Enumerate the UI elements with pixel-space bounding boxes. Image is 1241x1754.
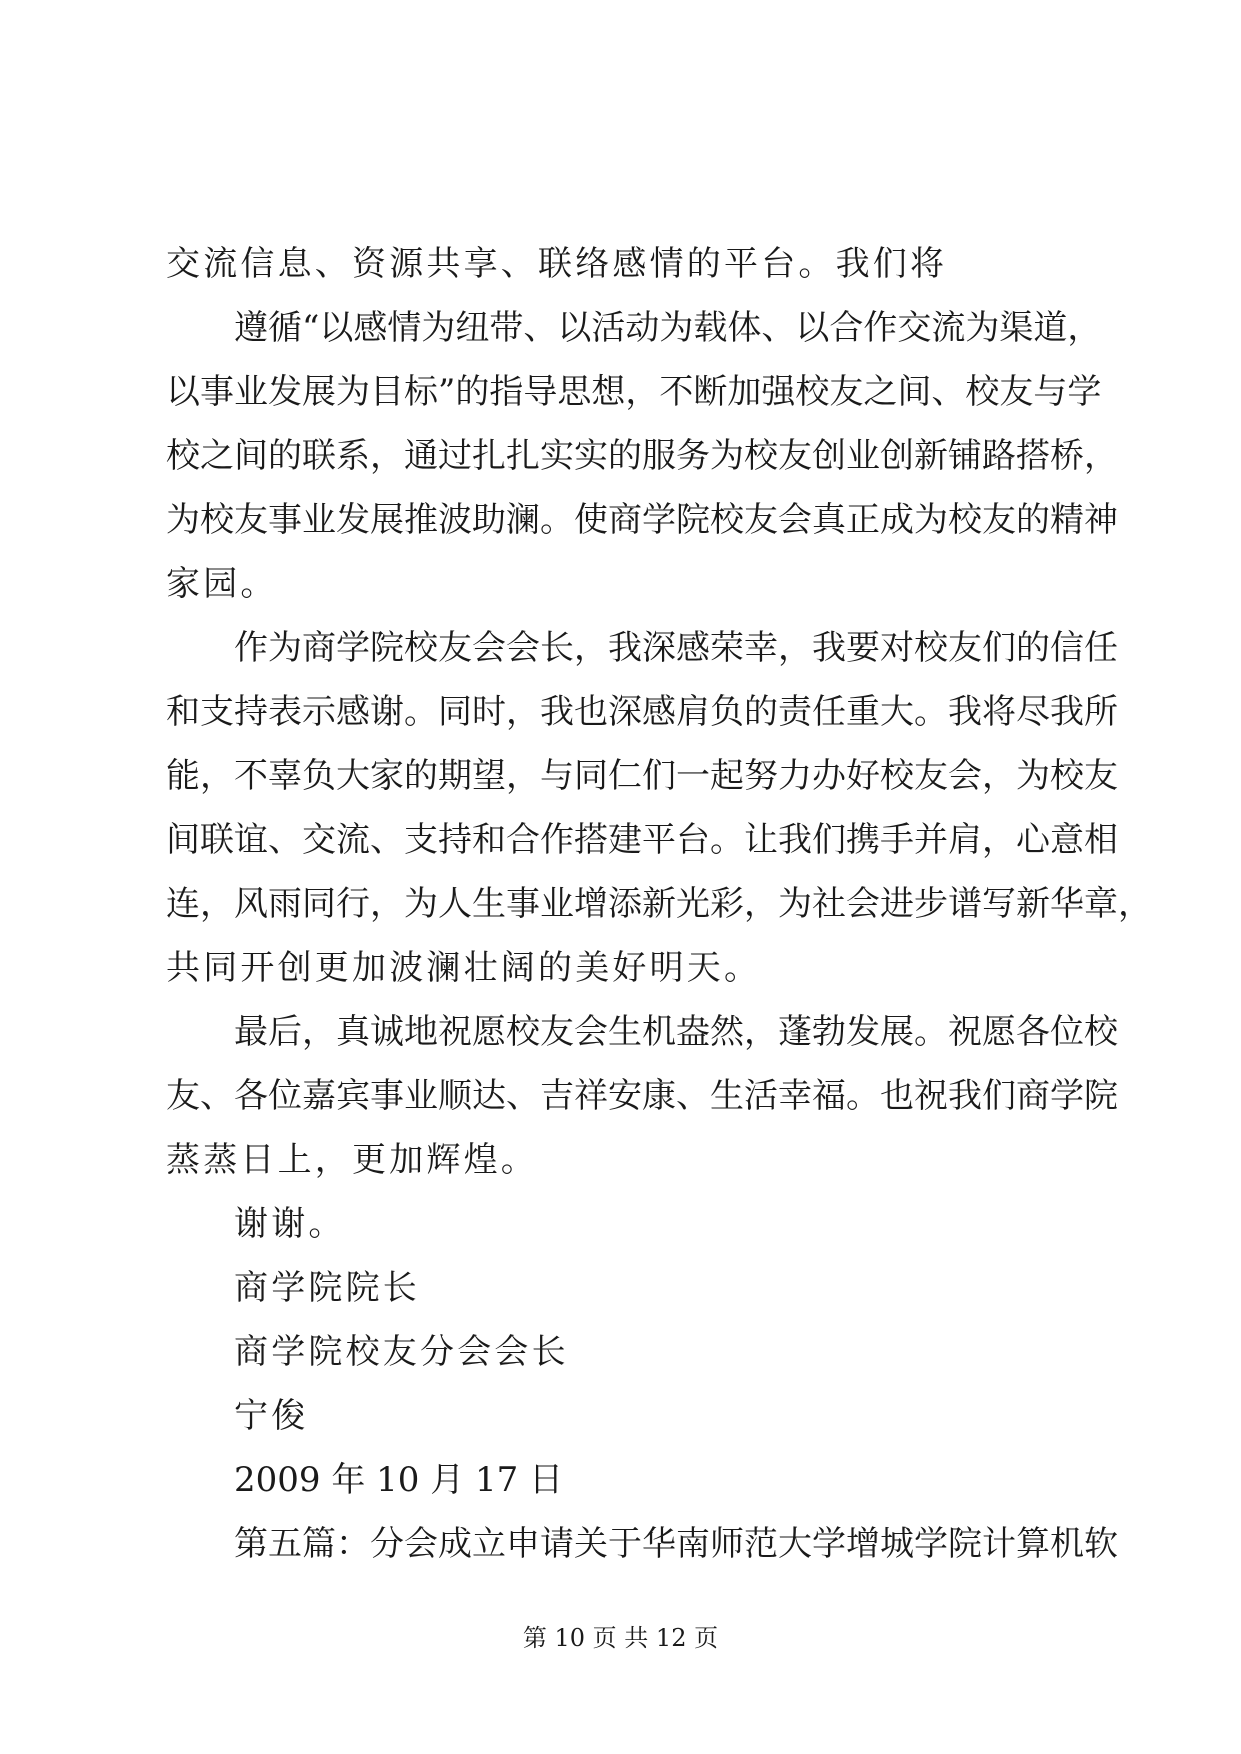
section-heading: 第五篇：分会成立申请关于华南师范大学增城学院计算机软 [234, 1524, 1118, 1564]
signature-date: 2009 年 10 月 17 日 [234, 1460, 564, 1500]
text-line: 遵循“以感情为纽带、以活动为载体、以合作交流为渠道， [234, 308, 1102, 348]
text-line: 和支持表示感谢。同时，我也深感肩负的责任重大。我将尽我所 [166, 692, 1118, 732]
text-line: 共同开创更加波澜壮阔的美好明天。 [166, 948, 762, 988]
text-line: 谢谢。 [234, 1204, 346, 1244]
text-line: 最后，真诚地祝愿校友会生机盎然，蓬勃发展。祝愿各位校 [234, 1012, 1118, 1052]
text-line: 商学院校友分会会长 [234, 1332, 569, 1372]
text-line: 作为商学院校友会会长，我深感荣幸，我要对校友们的信任 [234, 628, 1118, 668]
text-line: 交流信息、资源共享、联络感情的平台。我们将 [166, 244, 948, 284]
text-line: 为校友事业发展推波助澜。使商学院校友会真正成为校友的精神 [166, 500, 1118, 540]
text-line: 商学院院长 [234, 1268, 420, 1308]
body-text [166, 232, 1152, 1576]
signature-name: 宁俊 [234, 1396, 309, 1436]
page-number-footer: 第 10 页 共 12 页 [522, 1624, 719, 1652]
text-line: 友、各位嘉宾事业顺达、吉祥安康、生活幸福。也祝我们商学院 [166, 1076, 1118, 1116]
text-line: 能，不辜负大家的期望，与同仁们一起努力办好校友会，为校友 [166, 756, 1118, 796]
text-line: 以事业发展为目标”的指导思想，不断加强校友之间、校友与学 [166, 372, 1102, 412]
text-line: 蒸蒸日上，更加辉煌。 [166, 1140, 538, 1180]
text-line: 家园。 [166, 564, 278, 604]
text-line: 连，风雨同行，为人生事业增添新光彩，为社会进步谱写新华章， [166, 884, 1152, 924]
text-line: 间联谊、交流、支持和合作搭建平台。让我们携手并肩，心意相 [166, 820, 1118, 860]
text-line: 校之间的联系，通过扎扎实实的服务为校友创业创新铺路搭桥， [166, 436, 1118, 476]
